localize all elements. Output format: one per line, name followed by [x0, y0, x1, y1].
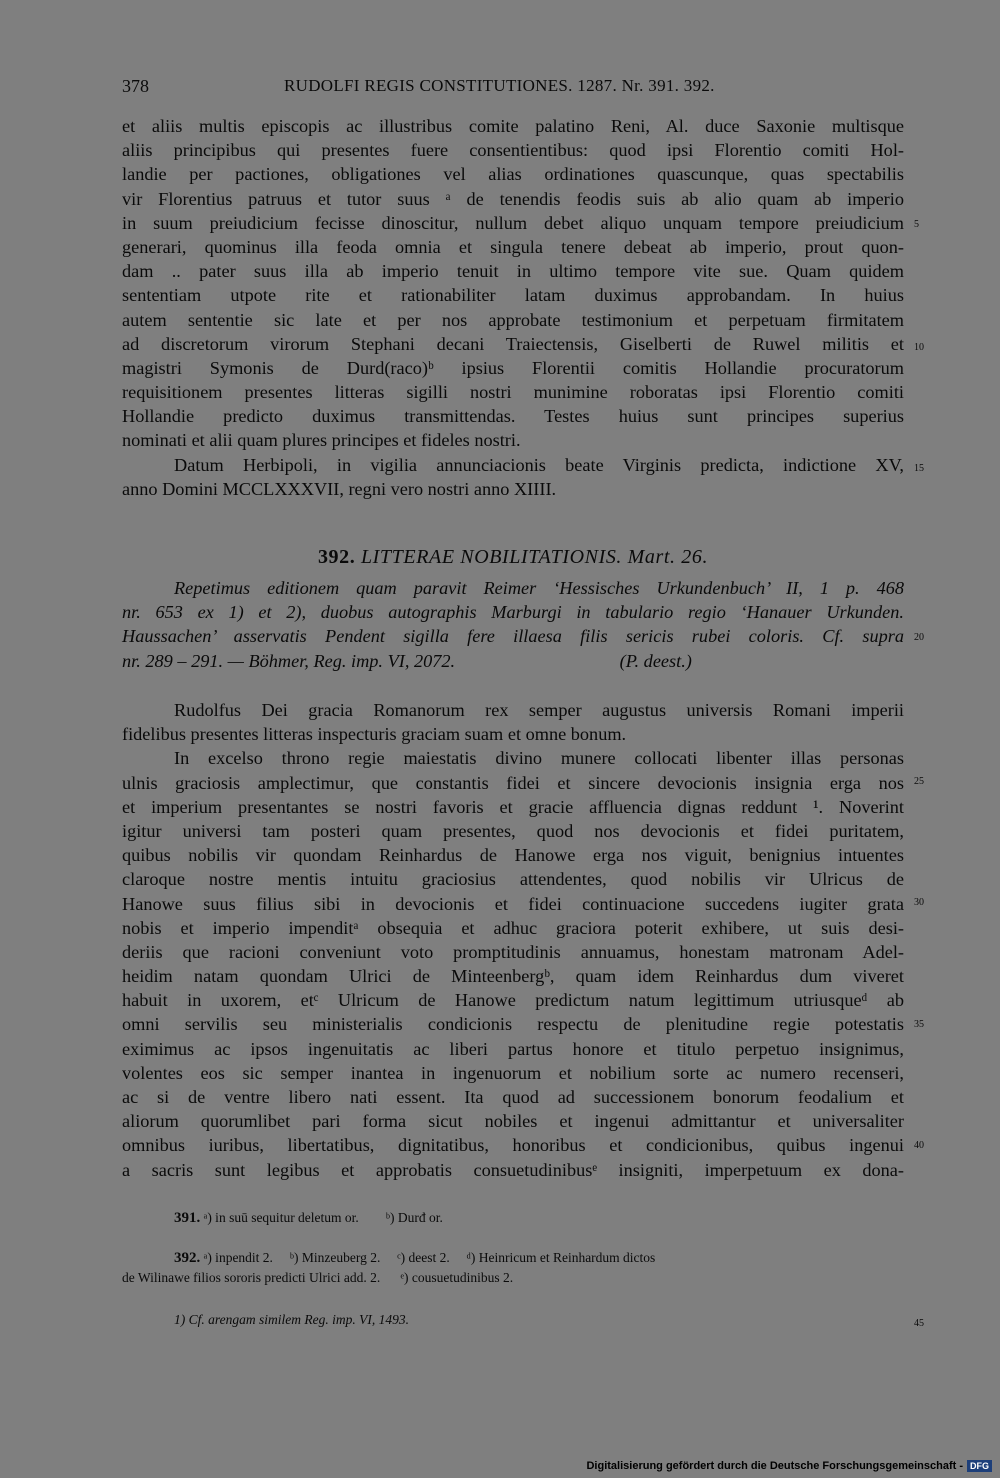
text-line: claroque nostre mentis intuitu graciosius attendentes, quod nobilis vir Ulricus de	[122, 869, 904, 890]
doc-number: 392.	[317, 546, 356, 568]
text-line: habuit in uxorem, etᶜ Ulricum de Hanowe predictum natum legittimum utriusqueᵈ ab	[122, 990, 904, 1011]
text-line: nobis et imperio impenditᵃ obsequia et adhuc graciora poterit exhibere, ut suis desi-	[122, 917, 904, 938]
line-number: 20	[914, 632, 924, 643]
doc-heading: LITTERAE NOBILITATIONIS.	[360, 546, 623, 568]
text-line: In excelso throno regie maiestatis divino munere collocati libenter illas personas	[174, 748, 904, 769]
text-line: ac si de ventre libero nati essent. Ita quod ad successionem bonorum feodalium et	[122, 1087, 904, 1107]
footnote-391	[122, 1208, 904, 1228]
text-line: heidim natam quondam Ulrici de Minteenbergᵇ, quam idem Reinhardus dum viveret	[122, 966, 904, 987]
text-line: et aliis multis episcopis ac illustribus comite palatino Reni, Al. duce Saxonie multisque	[122, 116, 904, 136]
line-number: 40	[914, 1140, 924, 1151]
text-line: et imperium presentantes se nostri favoris et gracie affluencia dignas reddunt ¹. Noverint	[122, 796, 904, 817]
text-line: vir Florentius patruus et tutor suus ᵃ de tenendis feodis suis ab alio quam ab imperio	[122, 188, 904, 209]
footnote-text: de Wilinawe filios sororis predicti Ulrici add. 2. ᵉ) cousuetudinibus 2.	[122, 1270, 514, 1285]
text-line: Datum Herbipoli, in vigilia annunciacionis beate Virginis predicta, indictione XV,	[174, 454, 904, 475]
line-number: 5	[914, 219, 919, 230]
text-line: in suum preiudicium fecisse dinoscitur, nullum debet aliquo unquam tempore preiudicium	[122, 212, 904, 233]
line-number: 30	[914, 897, 924, 908]
text-line: nominati et alii quam plures principes et fideles nostri.	[122, 430, 521, 451]
footnote-1: 1) Cf. arengam similem Reg. imp. VI, 1493.	[174, 1312, 409, 1327]
line-number: 15	[914, 463, 924, 474]
text-line: aliis principibus qui presentes fuere consentientibus: quod ipsi Florentio comiti Hol-	[122, 140, 904, 161]
doc-391-text	[122, 114, 904, 501]
footnote-number: 391.	[174, 1210, 201, 1226]
text-line: sententiam utpote rite et rationabiliter latam duximus approbandam. In huius	[122, 285, 904, 306]
digitization-footer	[586, 1460, 992, 1472]
doc-392-title	[122, 546, 904, 569]
page-header	[122, 76, 908, 100]
text-line: autem sententie sic late et per nos approbate testimonium et perpetuam firmitatem	[122, 309, 904, 330]
line-number: 25	[914, 776, 924, 787]
text-line: Hollandie predicto duximus transmittendas. Testes huius sunt principes superius	[122, 406, 904, 427]
text-line: Rudolfus Dei gracia Romanorum rex semper augustus universis Romani imperii	[174, 700, 904, 720]
text-line: omnibus iuribus, libertatibus, dignitatibus, honoribus et condicionibus, quibus ingenui	[122, 1135, 904, 1156]
text-line: requisitionem presentes litteras sigilli nostri munimine roboratas ipsi Florentio comiti	[122, 382, 904, 403]
source-line: Repetimus editionem quam paravit Reimer ‘Hessisches Urkundenbuch’ II, 1 p. 468	[174, 578, 904, 598]
footnote-text: ᵃ) inpendit 2. ᵇ) Minzeuberg 2. ᶜ) deest 2. ᵈ) Heinricum et Reinhardum dictos	[203, 1250, 656, 1265]
footnote-392	[122, 1248, 904, 1268]
footnote-text: ᵃ) in suū sequitur deletum or. ᵇ) Durđ or.	[203, 1210, 443, 1225]
text-line: aliorum quorumlibet pari forma sicut nobiles et ingenui admittantur et universaliter	[122, 1111, 904, 1132]
text-line: fidelibus presentes litteras inspecturis graciam suam et omne bonum.	[122, 724, 627, 745]
source-line: Haussachen’ asservatis Pendent sigilla fere illaesa filis sericis rubei coloris. Cf. supra	[122, 626, 904, 647]
text-line: igitur universi tam posteri quam presentes, quod nos devocionis et fidei puritatem,	[122, 820, 904, 841]
doc-392-source	[122, 576, 904, 673]
text-line: eximimus ac ipsos ingenuitatis ac liberi partus honore et titulo perpetuo insignimus,	[122, 1038, 904, 1059]
text-line: dam .. pater suus illa ab imperio tenuit in ultimo tempore vite sue. Quam quidem	[122, 261, 904, 282]
text-line: quibus nobilis vir quondam Reinhardus de Hanowe erga nos viguit, benignius intuentes	[122, 845, 904, 866]
doc-date: Mart. 26.	[627, 546, 709, 568]
text-line: ad discretorum virorum Stephani decani Traiectensis, Giselberti de Ruwel militis et	[122, 333, 904, 354]
line-number: 10	[914, 342, 924, 353]
footer-text: Digitalisierung gefördert durch die Deutsche Forschungsgemeinschaft -	[586, 1460, 963, 1472]
dfg-logo: DFG	[967, 1460, 992, 1472]
line-number: 45	[914, 1318, 924, 1329]
text-line: anno Domini MCCLXXXVII, regni vero nostri anno XIIII.	[122, 478, 557, 499]
text-line: deriis que racioni conveniunt voto promptitudinis annuamus, honestam matronam Adel-	[122, 941, 904, 962]
running-title: RUDOLFI REGIS CONSTITUTIONES. 1287. Nr. 391. 392.	[284, 76, 715, 95]
source-line: nr. 653 ex 1) et 2), duobus autographis Marburgi in tabulario regio ‘Hanauer Urkunden.	[122, 602, 904, 623]
footnotes	[122, 1208, 904, 1330]
footnote-number: 392.	[174, 1250, 201, 1266]
text-line: volentes eos sic semper inantea in ingenuorum et nobilium sorte ac numero recenseri,	[122, 1062, 904, 1083]
text-line: magistri Symonis de Durd(raco)ᵇ ipsius Florentii comitis Hollandie procuratorum	[122, 357, 904, 378]
text-line: Hanowe suus filius sibi in devocionis et fidei continuacione succedens iugiter grata	[122, 893, 904, 914]
doc-392-text	[122, 698, 904, 1182]
text-line: generari, quominus illa feoda omnia et singula tenere debeat ab imperio, prout quon-	[122, 236, 904, 257]
line-number: 35	[914, 1019, 924, 1030]
source-line: nr. 289 – 291. — Böhmer, Reg. imp. VI, 2072. (P. deest.)	[122, 650, 692, 671]
page-number: 378	[122, 76, 149, 96]
text-line: ulnis graciosis amplectimur, que constantis fidei et sincere devocionis insignia erga nos	[122, 772, 904, 793]
text-line: a sacris sunt legibus et approbatis consuetudinibusᵉ insigniti, imperpetuum ex dona-	[122, 1159, 904, 1180]
text-line: omni servilis seu ministerialis condicionis respectu de plenitudine regie potestatis	[122, 1014, 904, 1035]
text-line: landie per pactiones, obligationes vel alias ordinationes quascunque, quas spectabilis	[122, 164, 904, 185]
